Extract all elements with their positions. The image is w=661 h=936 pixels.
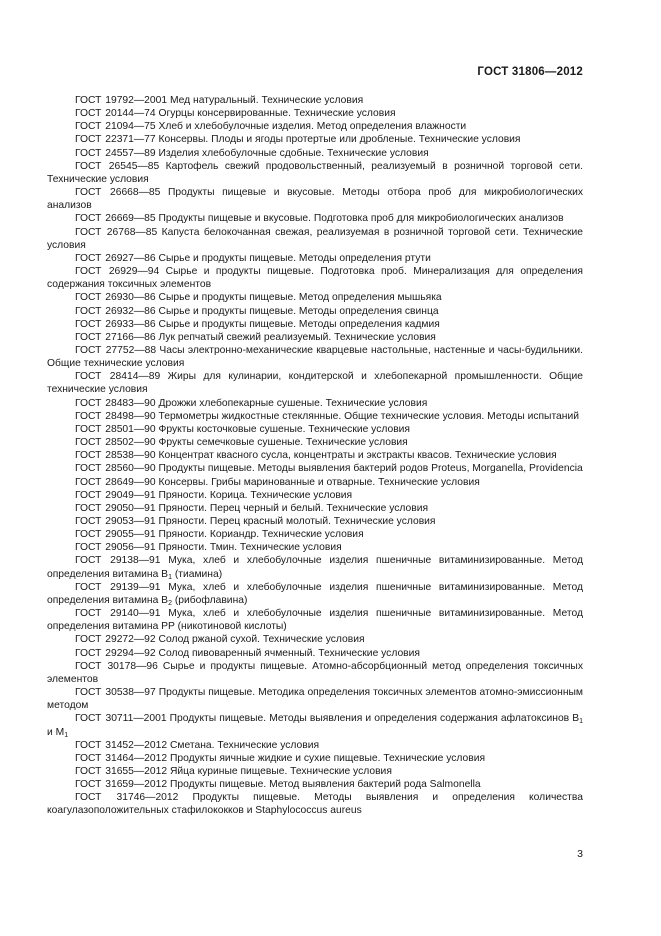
standard-title: Мука, хлеб и хлебобулочные изделия пшеничные витаминизированные. Метод определения витамина B: [47, 555, 583, 580]
standard-code: ГОСТ 28498—90: [75, 410, 156, 422]
reference-entry: [47, 212, 583, 225]
reference-entry: [47, 752, 583, 765]
standard-title: Солод пивоваренный ячменный. Технические условия: [158, 647, 420, 659]
reference-entry: [47, 489, 583, 502]
standard-code: ГОСТ 29050—91: [75, 502, 156, 514]
standard-title: Продукты пищевые. Методы выявления и определения содержания афлатоксинов B: [169, 713, 580, 725]
standard-title: Продукты пищевые. Методы выявления и определения количества коагулазоположительных стафилококков и Staphylococcus aureus: [47, 792, 583, 817]
reference-entry: [47, 476, 583, 489]
reference-entry: [47, 305, 583, 318]
reference-entry: [47, 133, 583, 146]
standard-code: ГОСТ 31655—2012: [75, 765, 168, 777]
reference-entry: [47, 515, 583, 528]
standard-code: ГОСТ 26930—86: [75, 292, 156, 304]
reference-entry: [47, 397, 583, 410]
standard-title-tail: (тиамина): [171, 568, 223, 580]
standard-title: Продукты пищевые. Методы выявления бактерий родов Proteus, Morganella, Providencia: [158, 463, 583, 475]
standard-title: Капуста белокочанная свежая, реализуемая в розничной торговой сети. Технические условия: [47, 226, 583, 251]
standard-title: Пряности. Перец красный молотый. Технические условия: [158, 516, 436, 527]
standard-title: Консервы. Плоды и ягоды протертые или дробленые. Технические условия: [158, 134, 521, 146]
standard-title: Пряности. Перец черный и белый. Технические условия: [158, 502, 429, 514]
standard-title: Пряности. Корица. Технические условия: [158, 489, 353, 501]
standard-code: ГОСТ 29139—91: [75, 581, 161, 593]
standard-title: Продукты пищевые. Методика определения токсичных элементов атомно-эмиссионным методом: [47, 687, 583, 712]
reference-entry: [47, 120, 583, 133]
reference-entry: [47, 94, 583, 107]
subscript: 2: [168, 599, 172, 607]
standard-code: ГОСТ 27752—88: [75, 344, 157, 356]
standard-title-tail: и M: [47, 726, 65, 738]
standard-title: Мед натуральный. Технические условия: [169, 95, 364, 106]
reference-entry: [47, 186, 583, 212]
standard-code: ГОСТ 28649—90: [75, 476, 156, 488]
standard-code: ГОСТ 26933—86: [75, 318, 156, 330]
reference-entry: [47, 607, 583, 633]
standard-title: Сырье и продукты пищевые. Атомно-абсорбционный метод определения токсичных элементов: [47, 660, 583, 685]
standard-code: ГОСТ 31659—2012: [75, 779, 168, 791]
standard-title: Продукты яичные жидкие и сухие пищевые. Технические условия: [169, 752, 486, 764]
standard-title: Продукты пищевые и вкусовые. Подготовка проб для микробиологических анализов: [158, 213, 564, 225]
standard-code: ГОСТ 28483—90: [75, 397, 156, 409]
reference-entry: [47, 660, 583, 686]
standard-code: ГОСТ 31746—2012: [75, 792, 179, 804]
standard-code: ГОСТ 29294—92: [75, 647, 156, 659]
reference-entry: [47, 370, 583, 396]
reference-entry: [47, 462, 583, 475]
reference-entry: [47, 410, 583, 423]
standard-code: ГОСТ 31464—2012: [75, 752, 168, 764]
standard-title: Сырье и продукты пищевые. Методы определения свинца: [158, 305, 439, 317]
reference-entry: [47, 331, 583, 344]
reference-entry: [47, 686, 583, 712]
standard-title: Картофель свежий продовольственный, реализуемый в розничной торговой сети. Технические условия: [47, 160, 583, 185]
standard-code: ГОСТ 26669—85: [75, 213, 156, 225]
reference-entry: [47, 147, 583, 160]
standard-code: ГОСТ 29049—91: [75, 489, 156, 501]
standard-code: ГОСТ 26927—86: [75, 252, 156, 264]
standard-title: Концентрат квасного сусла, концентраты и экстракты квасов. Технические условия: [158, 450, 557, 462]
standard-code: ГОСТ 29272—92: [75, 634, 156, 646]
subscript: 1: [64, 731, 69, 739]
reference-entry: [47, 581, 583, 607]
standard-title: Сырье и продукты пищевые. Методы определения кадмия: [158, 318, 440, 330]
reference-entry: [47, 226, 583, 252]
standard-code: ГОСТ 29056—91: [75, 542, 156, 554]
reference-entry: [47, 633, 583, 646]
standard-code: ГОСТ 28502—90: [75, 437, 156, 449]
standard-title-tail: (рибофлавина): [171, 594, 248, 606]
standard-code: ГОСТ 26929—94: [75, 266, 160, 278]
standard-title: Мука, хлеб и хлебобулочные изделия пшеничные витаминизированные. Метод определения витамина PP (никотиновой кислоты): [47, 608, 583, 633]
reference-entry: [47, 449, 583, 462]
standard-code: ГОСТ 29053—91: [75, 516, 156, 527]
standard-title: Фрукты семечковые сушеные. Технические условия: [158, 437, 408, 449]
standard-title: Солод ржаной сухой. Технические условия: [158, 634, 365, 646]
standard-title: Хлеб и хлебобулочные изделия. Метод определения влажности: [158, 121, 467, 133]
standard-code: ГОСТ 31452—2012: [75, 739, 168, 751]
standard-title: Сырье и продукты пищевые. Методы определения ртути: [158, 252, 431, 264]
standard-code: ГОСТ 28414—89: [75, 371, 161, 383]
standard-code: ГОСТ 30178—96: [75, 660, 158, 672]
standard-code: ГОСТ 21094—75: [75, 121, 156, 133]
reference-entry: [47, 554, 583, 580]
standard-code: ГОСТ 30538—97: [75, 687, 156, 699]
standard-code: ГОСТ 19792—2001: [75, 95, 168, 106]
standard-code: ГОСТ 20144—74: [75, 108, 156, 120]
standard-title: Сметана. Технические условия: [169, 739, 320, 751]
standard-title: Продукты пищевые и вкусовые. Методы отбора проб для микробиологических анализов: [47, 187, 583, 212]
standard-title: Термометры жидкостные стеклянные. Общие технические условия. Методы испытаний: [158, 410, 579, 422]
standard-title: Пряности. Тмин. Технические условия: [158, 542, 342, 554]
subscript: 1: [168, 573, 172, 581]
standard-code: ГОСТ 29140—91: [75, 608, 161, 620]
reference-entry: [47, 252, 583, 265]
normative-references-list: [47, 94, 583, 818]
reference-entry: [47, 791, 583, 817]
reference-entry: [47, 423, 583, 436]
standard-code: ГОСТ 29138—91: [75, 555, 161, 567]
standard-title: Сырье и продукты пищевые. Подготовка проб. Минерализация для определения содержания токсичных элементов: [47, 266, 583, 291]
reference-entry: [47, 647, 583, 660]
standard-code: ГОСТ 22371—77: [75, 134, 156, 146]
standard-title: Огурцы консервированные. Технические условия: [158, 108, 396, 120]
standard-code: ГОСТ 27166—86: [75, 331, 156, 343]
reference-entry: [47, 712, 583, 738]
standard-code: ГОСТ 26668—85: [75, 187, 161, 199]
reference-entry: [47, 107, 583, 120]
standard-code: ГОСТ 26545—85: [75, 160, 160, 172]
reference-entry: [47, 291, 583, 304]
reference-entry: [47, 778, 583, 791]
standard-title: Дрожжи хлебопекарные сушеные. Технические условия: [158, 397, 428, 409]
standard-code: ГОСТ 28538—90: [75, 450, 156, 462]
standard-code: ГОСТ 30711—2001: [75, 713, 167, 725]
reference-entry: [47, 265, 583, 291]
standard-title: Фрукты косточковые сушеные. Технические условия: [158, 423, 410, 435]
standard-title: Часы электронно-механические кварцевые настольные, настенные и часы-будильники. Общие технические условия: [47, 344, 583, 370]
reference-entry: [47, 528, 583, 541]
standard-title: Пряности. Кориандр. Технические условия: [158, 529, 364, 541]
standard-title: Сырье и продукты пищевые. Метод определения мышьяка: [158, 292, 442, 304]
reference-entry: [47, 344, 583, 370]
reference-entry: [47, 541, 583, 554]
document-code-header: ГОСТ 31806—2012: [477, 66, 583, 78]
reference-entry: [47, 765, 583, 778]
subscript: 1: [579, 718, 584, 726]
reference-entry: [47, 160, 583, 186]
standard-title: Яйца куриные пищевые. Технические условия: [169, 765, 392, 777]
page-number: 3: [577, 848, 583, 860]
reference-entry: [47, 436, 583, 449]
standard-title: Лук репчатый свежий реализуемый. Технические условия: [158, 331, 436, 343]
standard-code: ГОСТ 28501—90: [75, 423, 156, 435]
standard-title: Консервы. Грибы маринованные и отварные. Технические условия: [158, 476, 480, 488]
standard-title: Жиры для кулинарии, кондитерской и хлебопекарной промышленности. Общие технические условия: [47, 371, 584, 396]
standard-code: ГОСТ 26768—85: [75, 226, 158, 238]
standard-title: Изделия хлебобулочные сдобные. Технические условия: [158, 147, 429, 159]
standard-code: ГОСТ 29055—91: [75, 529, 156, 541]
standard-code: ГОСТ 24557—89: [75, 147, 156, 159]
reference-entry: [47, 739, 583, 752]
standard-title: Мука, хлеб и хлебобулочные изделия пшеничные витаминизированные. Метод определения витамина B: [47, 581, 583, 606]
standard-code: ГОСТ 28560—90: [75, 463, 156, 475]
reference-entry: [47, 502, 583, 515]
standard-title: Продукты пищевые. Метод выявления бактерий рода Salmonella: [169, 779, 481, 791]
standard-code: ГОСТ 26932—86: [75, 305, 156, 317]
reference-entry: [47, 318, 583, 331]
